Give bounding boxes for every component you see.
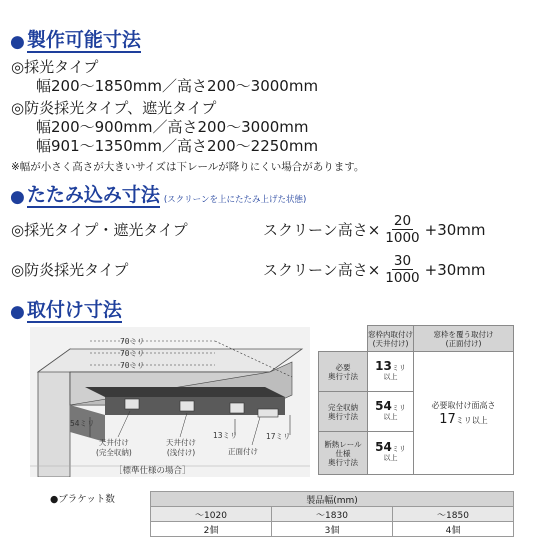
- label-ceiling-full: 天井付け (完全収納): [96, 438, 132, 457]
- section-heading-folding-size: [10, 185, 306, 208]
- bracket-range: ～1020: [151, 507, 272, 522]
- label-front-mount: 正面付け: [228, 447, 258, 456]
- spec-outside-label: 必要取付け面高さ: [431, 400, 496, 410]
- mounting-spec-table: [318, 325, 514, 475]
- folding-row: [11, 213, 521, 246]
- fireproof-type-label: ◎防炎採光タイプ、遮光タイプ: [11, 99, 217, 117]
- fraction-numerator: 30: [393, 253, 412, 269]
- spec-outside-unit: ミリ: [455, 415, 472, 425]
- dimension-label-70-2: 70ミリ: [120, 349, 145, 358]
- label-ceiling-shallow: 天井付け (浅付け): [166, 438, 196, 457]
- size-note: ※幅が小さく高さが大きいサイズは下レールが降りにくい場合があります。: [11, 161, 365, 173]
- spec-value-unit: ミリ: [391, 403, 406, 412]
- bracket-count: 3個: [272, 522, 393, 537]
- formula-fraction: [383, 253, 421, 286]
- spec-outside-qualifier: 以上: [471, 415, 488, 425]
- bracket-table: [150, 491, 514, 537]
- spec-outside-cell: [414, 352, 514, 475]
- bullet-icon: ●: [10, 301, 25, 322]
- spec-value-number: 13: [375, 358, 392, 373]
- folding-row-label: ◎採光タイプ・遮光タイプ: [11, 221, 188, 239]
- dimension-label-70-3: 70ミリ: [120, 361, 145, 370]
- spec-row-value: [368, 432, 414, 475]
- fireproof-type-size-1: 幅200～900mm／高さ200～3000mm: [36, 118, 309, 136]
- spec-corner: [319, 326, 368, 352]
- bullet-icon: ●: [10, 31, 25, 52]
- spec-value-unit: ミリ: [391, 363, 406, 372]
- folding-row: [11, 253, 521, 286]
- lighting-type-size: 幅200～1850mm／高さ200～3000mm: [36, 77, 319, 95]
- spec-row-label: 完全収納 奥行寸法: [319, 392, 368, 432]
- bracket-range: ～1850: [393, 507, 514, 522]
- lighting-type-label: ◎採光タイプ: [11, 58, 99, 76]
- bracket-count: 4個: [393, 522, 514, 537]
- formula-suffix: +30mm: [424, 220, 486, 239]
- dimension-label-70-1: 70ミリ: [120, 337, 145, 346]
- fraction-denominator: 1000: [385, 270, 420, 286]
- formula-prefix: スクリーン高さ×: [263, 261, 381, 279]
- section-subtitle: (スクリーンを上にたたみ上げた状態): [163, 195, 307, 205]
- dimension-label-54: 54ミリ: [70, 419, 95, 428]
- spec-value-number: 54: [375, 398, 392, 413]
- section-heading-mounting-size: [10, 300, 122, 323]
- fireproof-type-size-2: 幅901～1350mm／高さ200～2250mm: [36, 137, 319, 155]
- fraction-numerator: 20: [393, 213, 412, 229]
- folding-row-label: ◎防炎採光タイプ: [11, 261, 129, 279]
- dimension-label-17: 17ミリ: [266, 432, 291, 441]
- spec-outside-number: 17: [439, 411, 456, 427]
- spec-value-unit: ミリ: [391, 445, 406, 453]
- spec-value-number: 54: [375, 440, 392, 454]
- formula-suffix: +30mm: [424, 260, 486, 279]
- bracket-range: ～1830: [272, 507, 393, 522]
- formula-fraction: [383, 213, 421, 246]
- dimension-label-13: 13ミリ: [213, 431, 238, 440]
- section-title: たたみ込み寸法: [26, 184, 160, 206]
- spec-row-value: [368, 392, 414, 432]
- spec-value-qualifier: 以上: [383, 372, 398, 381]
- spec-value-qualifier: 以上: [383, 412, 398, 421]
- diagram-caption: ［標準仕様の場合］: [114, 466, 191, 476]
- formula-prefix: スクリーン高さ×: [263, 221, 381, 239]
- bracket-count: 2個: [151, 522, 272, 537]
- section-title: 製作可能寸法: [26, 29, 141, 51]
- spec-header-outside: 窓枠を覆う取付け (正面付け): [414, 326, 514, 352]
- spec-header-inside: 窓枠内取付け (天井付け): [368, 326, 414, 352]
- bullet-icon: ●: [10, 186, 25, 207]
- fraction-denominator: 1000: [385, 230, 420, 246]
- spec-value-qualifier: 以上: [383, 454, 398, 462]
- spec-row-label: 必要 奥行寸法: [319, 352, 368, 392]
- spec-row-value: [368, 352, 414, 392]
- section-heading-production-size: [10, 30, 141, 53]
- spec-row-label: 断熱レール 仕様 奥行寸法: [319, 432, 368, 475]
- mounting-diagram: [30, 327, 310, 477]
- bracket-header: 製品幅(mm): [151, 492, 514, 507]
- bracket-title: ●ブラケット数: [50, 494, 115, 505]
- section-title: 取付け寸法: [26, 299, 122, 321]
